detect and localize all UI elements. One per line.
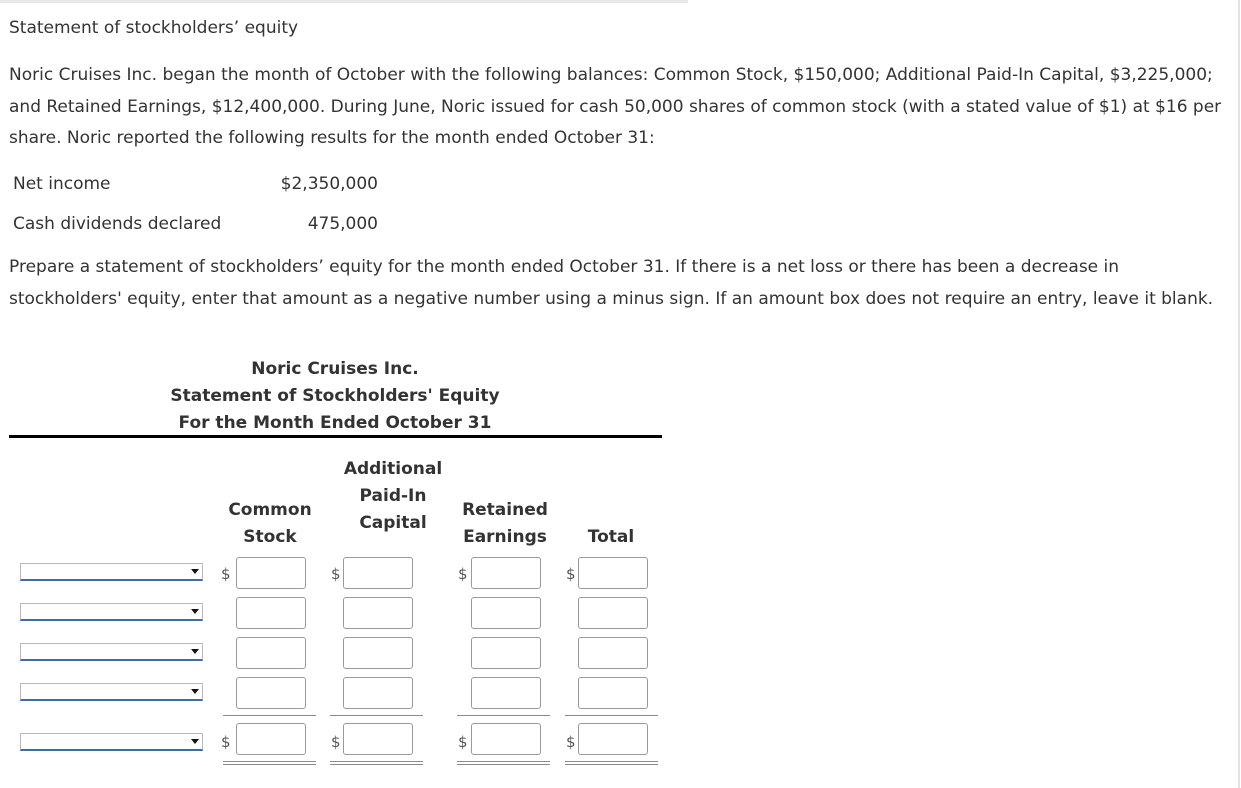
statement-company: Noric Cruises Inc. xyxy=(251,359,419,379)
given-value-dividends: 475,000 xyxy=(307,214,378,234)
col-header-total: Total xyxy=(587,527,635,547)
col-header-apic: Additional Paid-In Capital xyxy=(343,459,443,533)
double-rule-top xyxy=(330,761,423,762)
subtotal-rule xyxy=(223,715,316,716)
given-label-net-income: Net income xyxy=(13,174,111,194)
dollar-sign: $ xyxy=(566,565,576,583)
problem-intro: Noric Cruises Inc. began the month of October with the following balances: Common Stock, $150,000; Additional Paid-In Capital, $3,225,000; and Retained Earnings, $12,400,000. During June, Noric issued for cash 50,000 shares of common stock (with a stated value of $1) at $16 per share. Noric reported the following results for the month ended October 31: xyxy=(9,65,1222,148)
statement-title: Statement of Stockholders' Equity xyxy=(170,386,500,406)
subtotal-rule xyxy=(457,715,550,716)
row-label-select[interactable] xyxy=(20,603,203,621)
total-input[interactable] xyxy=(578,677,648,709)
dropdown-arrow-icon xyxy=(191,569,199,574)
common-stock-input[interactable] xyxy=(236,723,306,755)
total-input[interactable] xyxy=(578,597,648,629)
statement-period: For the Month Ended October 31 xyxy=(178,413,492,433)
given-label-dividends: Cash dividends declared xyxy=(13,214,222,234)
apic-input[interactable] xyxy=(343,597,413,629)
subtotal-rule xyxy=(565,715,658,716)
common-stock-input[interactable] xyxy=(236,557,306,589)
dollar-sign: $ xyxy=(221,733,231,751)
col-header-retained-earnings: Retained Earnings xyxy=(462,500,548,547)
dollar-sign: $ xyxy=(221,565,231,583)
dollar-sign: $ xyxy=(331,565,341,583)
retained-earnings-input[interactable] xyxy=(471,597,541,629)
total-input[interactable] xyxy=(578,723,648,755)
dropdown-arrow-icon xyxy=(191,649,199,654)
double-rule-bottom xyxy=(330,764,423,765)
common-stock-input[interactable] xyxy=(236,637,306,669)
apic-input[interactable] xyxy=(343,723,413,755)
dollar-sign: $ xyxy=(566,733,576,751)
instructions: Prepare a statement of stockholders’ equity for the month ended October 31. If there is a net loss or there has been a decrease in stockholders' equity, enter that amount as a negative number using a minus sign. If an amount box does not require an entry, leave it blank. xyxy=(9,257,1214,309)
dropdown-arrow-icon xyxy=(191,609,199,614)
total-input[interactable] xyxy=(578,637,648,669)
subtotal-rule xyxy=(330,715,423,716)
double-rule-bottom xyxy=(457,764,550,765)
problem-heading: Statement of stockholders’ equity xyxy=(9,18,299,38)
double-rule-bottom xyxy=(565,764,658,765)
dollar-sign: $ xyxy=(458,733,468,751)
double-rule-top xyxy=(457,761,550,762)
double-rule-top xyxy=(223,761,316,762)
total-input[interactable] xyxy=(578,557,648,589)
apic-input[interactable] xyxy=(343,557,413,589)
top-bar xyxy=(0,0,688,3)
apic-input[interactable] xyxy=(343,677,413,709)
dropdown-arrow-icon xyxy=(191,739,199,744)
row-label-select[interactable] xyxy=(20,563,203,581)
retained-earnings-input[interactable] xyxy=(471,723,541,755)
retained-earnings-input[interactable] xyxy=(471,637,541,669)
given-value-net-income: $2,350,000 xyxy=(280,174,378,194)
dropdown-arrow-icon xyxy=(191,689,199,694)
apic-input[interactable] xyxy=(343,637,413,669)
row-label-select[interactable] xyxy=(20,683,203,701)
statement-header-rule xyxy=(9,435,662,438)
common-stock-input[interactable] xyxy=(236,597,306,629)
row-label-select[interactable] xyxy=(20,643,203,661)
row-label-select[interactable] xyxy=(20,733,203,751)
dollar-sign: $ xyxy=(458,565,468,583)
retained-earnings-input[interactable] xyxy=(471,557,541,589)
retained-earnings-input[interactable] xyxy=(471,677,541,709)
right-border xyxy=(1238,0,1240,788)
dollar-sign: $ xyxy=(331,733,341,751)
double-rule-top xyxy=(565,761,658,762)
col-header-common-stock: Common Stock xyxy=(228,500,312,547)
common-stock-input[interactable] xyxy=(236,677,306,709)
double-rule-bottom xyxy=(223,764,316,765)
